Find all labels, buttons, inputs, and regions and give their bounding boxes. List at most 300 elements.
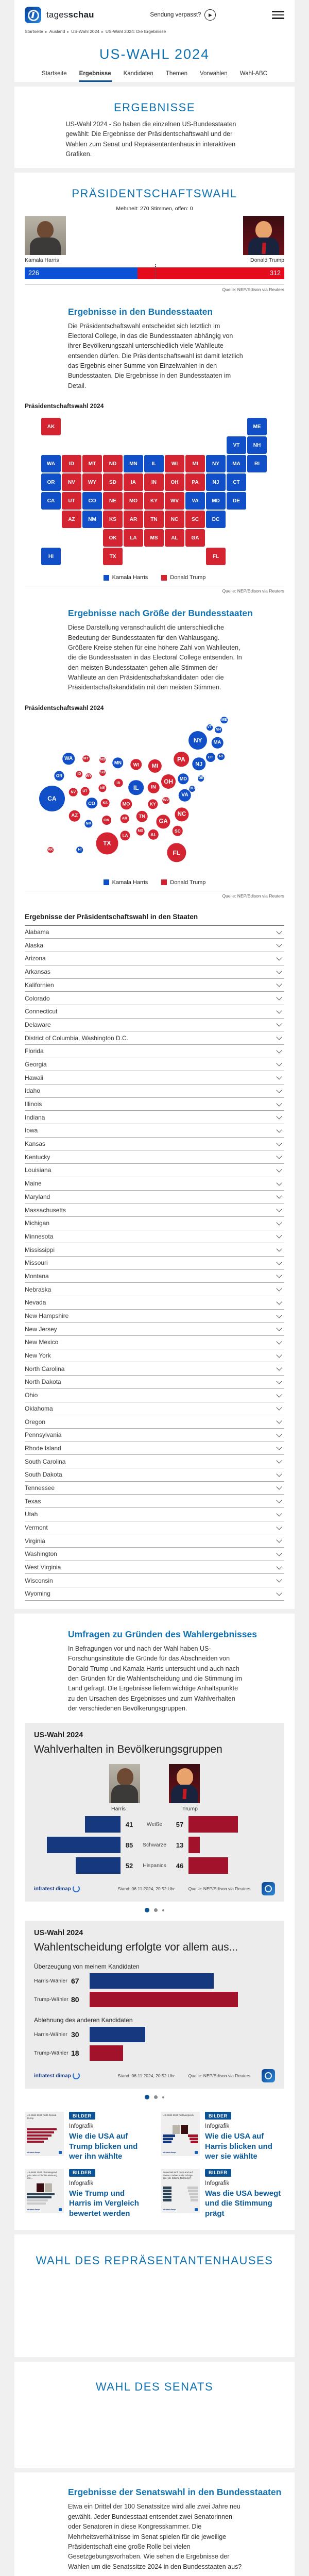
play-icon[interactable]: ▶ [204, 9, 216, 21]
breadcrumb-item[interactable]: Ausland [49, 29, 65, 34]
state-bubble-SD[interactable]: SD [99, 770, 106, 776]
state-name: Kansas [25, 1140, 46, 1148]
state-tile-ND[interactable]: ND [103, 455, 123, 472]
state-bubble-WI[interactable]: WI [130, 759, 142, 770]
state-accordion-row-UT[interactable] [25, 1508, 284, 1521]
trump-bar [188, 1857, 228, 1874]
state-tile-DE[interactable]: DE [227, 492, 246, 510]
state-bubble-UT[interactable]: UT [81, 787, 90, 796]
state-bubble-CO[interactable]: CO [86, 798, 97, 809]
teaser-thumbnail[interactable]: US-Wahl 2024 Überwiegend gute oder schlechte Meinung von... infratest dimap [25, 2169, 64, 2213]
breadcrumb-item[interactable]: Startseite [25, 29, 43, 34]
row-label: Harris-Wähler [34, 2031, 67, 2038]
state-bubble-NV[interactable]: NV [69, 788, 78, 796]
row-bar [90, 1973, 214, 1989]
harris-ev-segment [25, 267, 138, 279]
state-tile-VT[interactable]: VT [227, 436, 246, 454]
state-tile-CO[interactable]: CO [82, 492, 102, 510]
state-bubble-MI[interactable]: MI [148, 759, 162, 773]
state-bubble-MO[interactable]: MO [121, 799, 132, 810]
subheading-groesse: Ergebnisse nach Größe der Bundesstaaten [68, 608, 253, 619]
state-tile-CT[interactable]: CT [227, 473, 246, 491]
state-name: North Carolina [25, 1365, 65, 1372]
state-accordion-row-NY[interactable] [25, 1349, 284, 1363]
ard-logo-icon [262, 1882, 275, 1895]
teaser-title[interactable]: Wie die USA auf Harris blicken und wer sie wählte [205, 2132, 272, 2161]
tagesschau-logo-icon[interactable] [25, 7, 41, 23]
state-tile-WI[interactable]: WI [165, 455, 184, 472]
state-name: Texas [25, 1497, 41, 1505]
state-name: Iowa [25, 1127, 38, 1134]
state-name: Missouri [25, 1259, 48, 1267]
state-name: Pennsylvania [25, 1431, 62, 1439]
state-accordion-row-OH[interactable] [25, 1389, 284, 1402]
state-name: Georgia [25, 1060, 47, 1068]
row-label: Trump-Wähler [34, 2050, 68, 2057]
state-accordion-row-TN[interactable] [25, 1482, 284, 1495]
state-accordion-row-SC[interactable] [25, 1455, 284, 1468]
state-name: Maryland [25, 1193, 50, 1200]
state-accordion-row-DC[interactable] [25, 1031, 284, 1045]
state-tile-IA[interactable]: IA [124, 473, 143, 491]
legend-swatch [104, 879, 109, 885]
state-tile-AR[interactable]: AR [124, 511, 143, 528]
state-bubble-IN[interactable]: IN [148, 782, 160, 793]
state-bubble-CA[interactable]: CA [39, 786, 65, 811]
chevron-down-icon [276, 1259, 282, 1265]
carousel-dot-3[interactable] [162, 2096, 165, 2099]
state-accordion-row-RI[interactable] [25, 1442, 284, 1455]
state-tile-VA[interactable]: VA [185, 492, 205, 510]
chevron-down-icon [276, 928, 282, 934]
state-bubble-IL[interactable]: IL [128, 780, 144, 795]
chevron-down-icon [276, 1021, 282, 1027]
state-accordion-row-IN[interactable] [25, 1111, 284, 1124]
tab-wahl-abc[interactable]: Wahl-ABC [239, 71, 267, 77]
bubble-chart-label: Präsidentschaftswahl 2024 [25, 704, 104, 711]
state-bubble-NH[interactable]: NH [215, 726, 222, 734]
state-bubble-KS[interactable]: KS [101, 799, 110, 807]
section-repraesentantenhaus [14, 2234, 295, 2357]
state-tile-NY[interactable]: NY [206, 455, 226, 472]
state-bubble-HI[interactable]: HI [76, 846, 83, 854]
state-tile-KY[interactable]: KY [144, 492, 164, 510]
state-bubble-SC[interactable]: SC [173, 826, 183, 836]
sendung-verpasst-link[interactable] [150, 9, 216, 21]
state-tile-MT[interactable]: MT [82, 455, 102, 472]
state-accordion-row-NM[interactable] [25, 1336, 284, 1349]
state-accordion-row-IL[interactable] [25, 1098, 284, 1111]
state-tile-NV[interactable]: NV [62, 473, 81, 491]
state-bubble-NC[interactable]: NC [175, 807, 188, 821]
state-bubble-MS[interactable]: MS [136, 827, 145, 836]
carousel-dot-1[interactable] [145, 1908, 149, 1912]
teaser-title[interactable]: Wie die USA auf Trump blicken und wer ihn wählte [69, 2132, 138, 2161]
state-accordion-row-VA[interactable] [25, 1534, 284, 1548]
infographic-wahlverhalten [25, 1723, 284, 1902]
chevron-down-icon [276, 1166, 282, 1172]
chevron-down-icon [276, 1365, 282, 1371]
row-value: 80 [71, 1995, 79, 2004]
state-accordion-row-MO[interactable] [25, 1257, 284, 1270]
source-line: Quelle: NEP/Edison via Reuters [222, 588, 284, 594]
chevron-down-icon [276, 1471, 282, 1477]
state-tile-CA[interactable]: CA [41, 492, 61, 510]
legend-item: Donald Trump [161, 879, 205, 886]
carousel-dot-3[interactable] [162, 1909, 165, 1912]
legend-item: Donald Trump [161, 574, 205, 581]
teaser-thumbnail[interactable]: US-Wahl 2024 Profil Donald Trump infratest dimap [25, 2112, 64, 2156]
state-name: Arizona [25, 955, 46, 962]
state-bubble-TN[interactable]: TN [136, 811, 148, 823]
state-bubble-LA[interactable]: LA [120, 831, 130, 840]
state-tile-DC[interactable]: DC [206, 511, 226, 528]
state-accordion-row-MA[interactable] [25, 1204, 284, 1217]
ard-logo-icon [195, 2151, 198, 2154]
stand-label: Stand: 06.11.2024, 20:52 Uhr [117, 2073, 175, 2079]
state-accordion-row-NE[interactable] [25, 1283, 284, 1296]
state-bubble-DC[interactable]: DC [189, 786, 195, 792]
state-name: Alabama [25, 928, 49, 936]
chevron-down-icon [276, 1326, 282, 1331]
tab-themen[interactable]: Themen [165, 71, 187, 77]
infographic-wahlentscheidung [25, 1921, 284, 2089]
state-tile-WY[interactable]: WY [82, 473, 102, 491]
ard-logo-icon [262, 2069, 275, 2082]
teaser-item-1[interactable] [25, 2112, 148, 2162]
state-tile-UT[interactable]: UT [62, 492, 81, 510]
state-accordion-row-NC[interactable] [25, 1362, 284, 1376]
state-tile-WA[interactable]: WA [41, 455, 61, 472]
state-tile-OK[interactable]: OK [103, 529, 123, 547]
chevron-down-icon [276, 1392, 282, 1397]
chevron-down-icon [276, 1484, 282, 1490]
state-tile-ID[interactable]: ID [62, 455, 81, 472]
state-accordion-row-VT[interactable] [25, 1521, 284, 1535]
tab-vorwahlen[interactable]: Vorwahlen [200, 71, 228, 77]
state-tile-SD[interactable]: SD [103, 473, 123, 491]
infographic-title: Wahlverhalten in Bevölkerungsgruppen [34, 1743, 222, 1756]
state-accordion-row-NJ[interactable] [25, 1323, 284, 1336]
section-ergebnisse [14, 87, 295, 168]
state-tile-NE[interactable]: NE [103, 492, 123, 510]
state-tile-RI[interactable]: RI [247, 455, 267, 472]
state-accordion-row-MN[interactable] [25, 1230, 284, 1244]
tagesschau-logo-text[interactable]: tagesschau [46, 10, 94, 20]
teaser-kicker: Infografik [205, 2180, 230, 2187]
chevron-down-icon [276, 1524, 282, 1530]
state-accordion-row-AR[interactable] [25, 965, 284, 979]
state-name: Kalifornien [25, 981, 54, 989]
state-name: Massachusetts [25, 1206, 66, 1214]
state-bubble-MN[interactable]: MN [112, 757, 124, 769]
state-bubble-CT[interactable]: CT [206, 753, 215, 762]
state-bubble-ID[interactable]: ID [76, 771, 83, 778]
breadcrumb-item[interactable]: US-Wahl 2024 [71, 29, 100, 34]
legend-swatch [104, 575, 109, 581]
section-heading-repraesentantenhaus: WAHL DES REPRÄSENTANTENHAUSES [36, 2254, 273, 2267]
state-bubble-VT[interactable]: VT [207, 724, 213, 731]
state-accordion-row-WY[interactable] [25, 1587, 284, 1601]
state-accordion-row-PA[interactable] [25, 1429, 284, 1442]
state-tile-MD[interactable]: MD [206, 492, 226, 510]
chevron-down-icon [276, 968, 282, 974]
row-label: Trump-Wähler [34, 1996, 68, 2003]
umfragen-text: In Befragungen vor und nach der Wahl haben US-Forschungsinstitute die Gründe für das Abschneiden von Donald Trump und Kamala Harris untersucht und auch nach den Gründen für die Wahlentscheidung und die Stimmung im Land gefragt. Die Ergebnisse liefern wichtige Anhaltspunkte zu den Ursachen des Ergebnisses und zum Wahlverhalten der verschiedenen Bevölkerungsgruppen. [68, 1645, 242, 1713]
state-accordion-row-AZ[interactable] [25, 952, 284, 965]
state-accordion-row-WI[interactable] [25, 1574, 284, 1587]
thumbnail-title: US-Wahl 2024 Profilvergleich [163, 2114, 194, 2117]
state-tile-AL[interactable]: AL [165, 529, 184, 547]
state-accordion-row-ND[interactable] [25, 1376, 284, 1389]
state-bubble-OR[interactable]: OR [54, 771, 64, 781]
state-bubble-KY[interactable]: KY [148, 799, 158, 809]
state-tile-FL[interactable]: FL [206, 548, 226, 565]
state-name: Ohio [25, 1392, 38, 1399]
state-tile-AK[interactable]: AK [41, 418, 61, 435]
state-tile-MO[interactable]: MO [124, 492, 143, 510]
state-accordion-row-LA[interactable] [25, 1164, 284, 1177]
chevron-down-icon [276, 1550, 282, 1556]
state-name: Delaware [25, 1021, 51, 1028]
state-accordion-row-HI[interactable] [25, 1071, 284, 1084]
state-accordion-row-MD[interactable] [25, 1191, 284, 1204]
state-name: Alaska [25, 941, 44, 949]
state-bubble-NY[interactable]: NY [188, 731, 207, 750]
state-bubble-OH[interactable]: OH [161, 774, 176, 789]
state-name: Florida [25, 1047, 44, 1055]
state-bubble-AL[interactable]: AL [148, 829, 159, 840]
row-value: 30 [71, 2030, 79, 2039]
state-name: New York [25, 1352, 51, 1360]
infographic-kicker: US-Wahl 2024 [34, 1731, 83, 1740]
harris-bar [47, 1837, 121, 1853]
teaser-item-4[interactable] [161, 2169, 284, 2219]
state-tile-SC[interactable]: SC [185, 511, 205, 528]
bilder-badge: BILDER [69, 2169, 95, 2177]
state-tile-GA[interactable]: GA [185, 529, 205, 547]
trump-ev-segment [138, 267, 284, 279]
breadcrumb-item[interactable]: US-Wahl 2024: Die Ergebnisse [105, 29, 166, 34]
senatswahl-heading: Ergebnisse der Senatswahl in den Bundesstaaten [68, 2487, 282, 2498]
state-tile-TN[interactable]: TN [144, 511, 164, 528]
state-accordion-row-IA[interactable] [25, 1124, 284, 1138]
tab-ergebnisse[interactable]: Ergebnisse [79, 69, 112, 82]
state-bubble-NJ[interactable]: NJ [192, 757, 205, 770]
state-name: West Virginia [25, 1564, 61, 1571]
state-accordion-row-NH[interactable] [25, 1310, 284, 1323]
teaser-thumbnail[interactable]: Entwickelt sich das Land auf diesem Gebiet in die richtige oder die falsche Richtung? infratest dimap [161, 2169, 200, 2213]
state-name: Idaho [25, 1087, 41, 1095]
state-tile-LA[interactable]: LA [124, 529, 143, 547]
demo-bar-row [34, 1857, 275, 1874]
state-bubble-IA[interactable]: IA [114, 778, 123, 787]
states-accordion [25, 925, 284, 1601]
teaser-title[interactable]: Wie Trump und Harris im Vergleich bewertet werden [69, 2189, 139, 2218]
chevron-down-icon [276, 1458, 282, 1463]
group-label: Überzeugung von meinem Kandidaten [34, 1963, 140, 1971]
state-bubble-PA[interactable]: PA [174, 752, 189, 767]
teaser-item-2[interactable] [161, 2112, 284, 2162]
infratest-dimap-logo: infratest dimap [34, 1885, 80, 1892]
carousel-dot-1[interactable] [145, 2095, 149, 2099]
state-bubble-RI[interactable]: RI [217, 753, 225, 760]
legend-item: Kamala Harris [104, 574, 148, 581]
breadcrumb-separator: ▸ [67, 29, 70, 34]
demo-bar-row [34, 1816, 275, 1833]
chevron-down-icon [276, 1497, 282, 1503]
tab-kandidaten[interactable]: Kandidaten [123, 71, 153, 77]
map-legend [25, 574, 284, 581]
trump-value: 46 [176, 1861, 184, 1870]
state-bubble-ME[interactable]: ME [220, 717, 228, 724]
state-tile-ME[interactable]: ME [247, 418, 267, 435]
state-bubble-WA[interactable]: WA [62, 753, 75, 765]
chevron-down-icon [276, 994, 282, 1000]
map-chart-label: Präsidentschaftswahl 2024 [25, 402, 104, 410]
state-bubble-AR[interactable]: AR [121, 815, 129, 823]
state-bubble-AZ[interactable]: AZ [68, 810, 80, 822]
teaser-grid [25, 2112, 284, 2218]
state-tile-OR[interactable]: OR [41, 473, 61, 491]
state-accordion-row-KS[interactable] [25, 1138, 284, 1151]
state-name: Washington [25, 1550, 57, 1558]
section-heading-ergebnisse: ERGEBNISSE [113, 101, 196, 114]
state-accordion-row-CA[interactable] [25, 979, 284, 992]
harris-caption: Harris [111, 1806, 126, 1812]
state-accordion-row-KY[interactable] [25, 1150, 284, 1164]
state-tile-WV[interactable]: WV [165, 492, 184, 510]
state-accordion-row-NV[interactable] [25, 1296, 284, 1310]
state-bubble-WY[interactable]: WY [85, 773, 92, 779]
state-accordion-row-AK[interactable] [25, 939, 284, 952]
chevron-down-icon [276, 1061, 282, 1066]
state-tile-NC[interactable]: NC [165, 511, 184, 528]
state-name: Arkansas [25, 968, 51, 976]
infographic-footer [34, 2069, 275, 2082]
chevron-down-icon [276, 1180, 282, 1185]
state-tile-NH[interactable]: NH [247, 436, 267, 454]
state-tile-KS[interactable]: KS [103, 511, 123, 528]
state-bubble-MA[interactable]: MA [212, 737, 224, 749]
state-bubble-MT[interactable]: MT [82, 755, 90, 762]
state-bubble-GA[interactable]: GA [157, 815, 170, 828]
state-accordion-row-ID[interactable] [25, 1084, 284, 1098]
state-tile-PA[interactable]: PA [185, 473, 205, 491]
state-tile-AZ[interactable]: AZ [62, 511, 81, 528]
state-name: Nebraska [25, 1285, 52, 1293]
state-name: Vermont [25, 1524, 48, 1532]
hamburger-menu-icon[interactable] [272, 11, 284, 19]
state-accordion-row-MI[interactable] [25, 1217, 284, 1230]
state-accordion-row-ME[interactable] [25, 1177, 284, 1191]
majority-marker [155, 264, 156, 279]
state-bubble-NM[interactable]: NM [84, 820, 92, 827]
state-bubble-WV[interactable]: WV [162, 797, 169, 804]
state-accordion-row-OR[interactable] [25, 1415, 284, 1429]
state-tile-MA[interactable]: MA [227, 455, 246, 472]
chevron-down-icon [276, 1193, 282, 1199]
category-label: Hispanics [143, 1862, 166, 1869]
harris-bar [76, 1857, 121, 1874]
state-tile-TX[interactable]: TX [103, 548, 123, 565]
teaser-title[interactable]: Was die USA bewegt und die Stimmung prägt [205, 2189, 281, 2218]
state-bubble-ND[interactable]: ND [99, 757, 106, 763]
legend-swatch [161, 575, 167, 581]
chevron-down-icon [276, 1219, 282, 1225]
state-tile-IN[interactable]: IN [144, 473, 164, 491]
tab-startseite[interactable]: Startseite [42, 71, 67, 77]
state-tile-NM[interactable]: NM [82, 511, 102, 528]
state-name: Oklahoma [25, 1404, 53, 1412]
state-tile-MI[interactable]: MI [185, 455, 205, 472]
state-accordion-row-SD[interactable] [25, 1468, 284, 1482]
chevron-down-icon [276, 1087, 282, 1093]
state-tile-OH[interactable]: OH [165, 473, 184, 491]
state-accordion-row-MT[interactable] [25, 1270, 284, 1283]
carousel-dot-2[interactable] [154, 2095, 158, 2099]
trump-photo-small [169, 1764, 200, 1803]
candidate-harris [25, 216, 66, 263]
infographic-footer [34, 1882, 275, 1895]
state-accordion-row-MS[interactable] [25, 1243, 284, 1257]
dimap-arc-icon [73, 2072, 80, 2079]
state-bubble-AK[interactable]: AK [47, 847, 54, 853]
state-bubble-MD[interactable]: MD [178, 773, 189, 785]
state-accordion-row-FL[interactable] [25, 1045, 284, 1058]
thumbnail-title: US-Wahl 2024 Profil Donald Trump [27, 2114, 57, 2120]
state-accordion-row-OK[interactable] [25, 1402, 284, 1416]
state-bubble-DE[interactable]: DE [198, 775, 204, 782]
state-bubble-TX[interactable]: TX [96, 832, 118, 854]
chevron-down-icon [276, 1140, 282, 1146]
chevron-down-icon [276, 1537, 282, 1543]
trump-name: Donald Trump [250, 257, 284, 263]
teaser-thumbnail[interactable]: US-Wahl 2024 Profilvergleich infratest dimap [161, 2112, 200, 2156]
state-name: Indiana [25, 1113, 45, 1121]
electoral-college-bar [25, 267, 284, 279]
section-senatswahl [14, 2472, 295, 2576]
chevron-down-icon [276, 1246, 282, 1251]
state-accordion-row-TX[interactable] [25, 1495, 284, 1508]
state-bubble-OK[interactable]: OK [102, 816, 111, 825]
teaser-item-3[interactable] [25, 2169, 148, 2219]
sendung-verpasst-label: Sendung verpasst? [150, 12, 201, 18]
state-accordion-row-GA[interactable] [25, 1058, 284, 1072]
state-accordion-row-WA[interactable] [25, 1548, 284, 1561]
carousel-dot-2[interactable] [154, 1908, 158, 1912]
quelle-label: Quelle: NEP/Edison via Reuters [188, 1886, 250, 1892]
state-tile-IL[interactable]: IL [144, 455, 164, 472]
state-accordion-row-WV[interactable] [25, 1561, 284, 1574]
state-accordion-row-CO[interactable] [25, 992, 284, 1005]
infographic-kicker: US-Wahl 2024 [34, 1929, 83, 1938]
chevron-down-icon [276, 1034, 282, 1040]
state-bubble-FL[interactable]: FL [167, 843, 186, 862]
state-bubble-VA[interactable]: VA [179, 789, 192, 802]
category-label: Schwarze [142, 1842, 167, 1849]
bilder-badge: BILDER [69, 2112, 95, 2120]
state-bubble-NE[interactable]: NE [99, 784, 107, 792]
state-tile-NJ[interactable]: NJ [206, 473, 226, 491]
state-tile-HI[interactable]: HI [41, 548, 61, 565]
chevron-down-icon [276, 1338, 282, 1344]
state-tile-MN[interactable]: MN [124, 455, 143, 472]
state-accordion-row-CT[interactable] [25, 1005, 284, 1019]
state-tile-MS[interactable]: MS [144, 529, 164, 547]
state-accordion-row-AL[interactable] [25, 926, 284, 939]
state-accordion-row-DE[interactable] [25, 1019, 284, 1032]
